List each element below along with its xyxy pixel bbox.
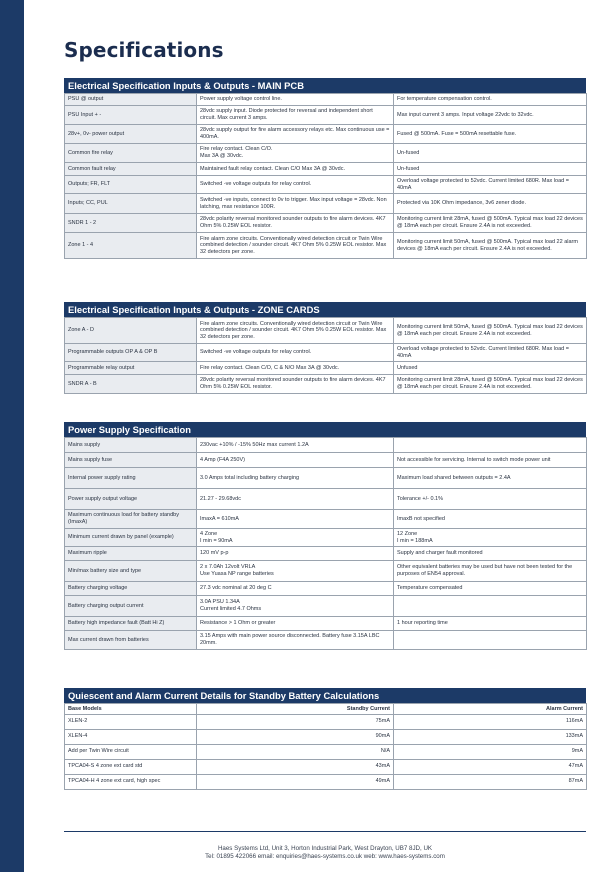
row-value: 90mA <box>197 729 394 744</box>
section-zone-cards <box>64 302 586 394</box>
row-label: Zone A - D <box>65 318 197 344</box>
row-value: 75mA <box>197 714 394 729</box>
row-value: Switched -ve voltage outputs for relay control. <box>197 176 394 194</box>
row-label: Common fire relay <box>65 144 197 163</box>
table-row <box>65 318 587 344</box>
table-row <box>65 375 587 394</box>
table-row <box>65 362 587 375</box>
row-note: Unfused <box>394 362 587 375</box>
row-value: 21.27 - 29.68vdc <box>197 489 394 510</box>
section-title: Power Supply Specification <box>64 422 586 437</box>
table-row <box>65 176 587 194</box>
table-row <box>65 510 587 529</box>
row-value: 2 x 7.0Ah 12volt VRLA Use Yuasa NP range batteries <box>197 561 394 582</box>
row-note: ImaxB not specified <box>394 510 587 529</box>
footer-address: Haes Systems Ltd, Unit 3, Horton Industrial Park, West Drayton, UB7 8JD, UK <box>217 845 433 852</box>
row-label: Maximum continuous load for battery standby (ImaxA) <box>65 510 197 529</box>
row-value: 28vdc supply output for fire alarm accessory relays etc. Max continuous use = 400mA. <box>197 125 394 144</box>
section-title: Electrical Specification Inputs & Outputs - MAIN PCB <box>64 78 586 93</box>
row-value: 49mA <box>197 774 394 789</box>
row-value: Maintained fault relay contact. Clean C/O Max 3A @ 30vdc. <box>197 163 394 176</box>
table-row <box>65 214 587 233</box>
row-label: TPCA04-S 4 zone ext card std <box>65 759 197 774</box>
table-row <box>65 144 587 163</box>
table-row <box>65 744 587 759</box>
row-value: Switched -ve inputs, connect to 0v to trigger. Max input voltage = 28vdc. Non latching, max resistance 100R. <box>197 194 394 214</box>
table-row <box>65 438 587 453</box>
row-label: Outputs; FR, FLT <box>65 176 197 194</box>
row-value: Fire alarm zone circuits. Conventionally wired detection circuit or Twin Wire combined detection / sounder circuit. 4K7 Ohm 5% 0.25W EOL resistor. Max 32 detectors per zone. <box>197 318 394 344</box>
footer-contact: Tel: 01895 422066 email: enquiries@haes-systems.co.uk web: www.haes-systems.com <box>205 853 445 860</box>
footer <box>64 845 586 861</box>
row-note: Temperature compensated <box>394 582 587 596</box>
row-note: Not accessible for servicing. Internal to switch mode power unit <box>394 453 587 468</box>
row-note: 12 Zone I min = 188mA <box>394 529 587 547</box>
row-label: Inputs; CC, PUL <box>65 194 197 214</box>
row-label: Mains supply fuse <box>65 453 197 468</box>
row-label: Zone 1 - 4 <box>65 233 197 259</box>
section-battery-calc <box>64 688 586 790</box>
row-note: 87mA <box>394 774 587 789</box>
row-note: 1 hour reporting time <box>394 617 587 631</box>
row-label: Programmable relay output <box>65 362 197 375</box>
row-label: Add per Twin Wire circuit <box>65 744 197 759</box>
row-label: Battery charging output current <box>65 596 197 617</box>
row-note: Tolerance +/- 0.1% <box>394 489 587 510</box>
row-value: Switched -ve voltage outputs for relay control. <box>197 344 394 362</box>
row-value: 3.0 Amps total including battery charging <box>197 468 394 489</box>
row-note: 47mA <box>394 759 587 774</box>
table-row <box>65 714 587 729</box>
row-value: Resistance > 1 Ohm or greater <box>197 617 394 631</box>
table-row <box>65 344 587 362</box>
table-header-row <box>65 704 587 715</box>
table-row <box>65 759 587 774</box>
row-value: 230vac +10% / -15% 50Hz max current 1.2A <box>197 438 394 453</box>
sidebar-band <box>0 0 24 872</box>
row-note: 116mA <box>394 714 587 729</box>
table-row <box>65 233 587 259</box>
row-label: PSU @ output <box>65 94 197 106</box>
row-note: Monitoring current limit 50mA, fused @ 500mA. Typical max load 22 devices @ 18mA each per circuit. Ensure 2.4A is not exceeded. <box>394 318 587 344</box>
row-value: Power supply voltage control line. <box>197 94 394 106</box>
row-value: 43mA <box>197 759 394 774</box>
row-note: Maximum load shared between outputs = 2.4A <box>394 468 587 489</box>
row-label: Programmable outputs OP A & OP B <box>65 344 197 362</box>
table-row <box>65 94 587 106</box>
table-row <box>65 468 587 489</box>
row-value: 27.3 vdc nominal at 20 deg C <box>197 582 394 596</box>
section-title: Electrical Specification Inputs & Outputs - ZONE CARDS <box>64 302 586 317</box>
row-note <box>394 596 587 617</box>
row-value: 3.15 Amps with main power source disconnected. Battery fuse 3.15A LBC 20mm. <box>197 631 394 650</box>
row-value: 3.0A PSU 1.34A Current limited 4.7 Ohms <box>197 596 394 617</box>
row-label: SNDR 1 - 2 <box>65 214 197 233</box>
table-row <box>65 194 587 214</box>
row-value: 28vdc polarity reversal monitored sounder outputs to fire alarm devices. 4K7 Ohm 5% 0.25W EOL resistor. <box>197 375 394 394</box>
table-row <box>65 561 587 582</box>
row-value: 4 Zone I min = 90mA <box>197 529 394 547</box>
battery-current-table <box>64 703 587 790</box>
row-label: Min/max battery size and type <box>65 561 197 582</box>
row-note: Un-fused <box>394 163 587 176</box>
row-note: Monitoring current limit 28mA, fused @ 500mA. Typical max load 22 devices @ 18mA each per circuit. Ensure 2.4A is not exceeded. <box>394 214 587 233</box>
row-value: Fire alarm zone circuits. Conventionally wired detection circuit or Twin Wire combined detection / sounder circuit. 4K7 Ohm 5% 0.25W EOL resistor. Max 32 detectors per zone. <box>197 233 394 259</box>
header-standby-current: Standby Current <box>197 704 394 715</box>
row-value: N/A <box>197 744 394 759</box>
row-note: 133mA <box>394 729 587 744</box>
table-row <box>65 631 587 650</box>
table-row <box>65 125 587 144</box>
table-row <box>65 582 587 596</box>
row-note <box>394 438 587 453</box>
section-title: Quiescent and Alarm Current Details for Standby Battery Calculations <box>64 688 586 703</box>
row-note: Protected via 10K Ohm impedance, 3v6 zener diode. <box>394 194 587 214</box>
table-row <box>65 617 587 631</box>
table-row <box>65 106 587 125</box>
row-label: Mains supply <box>65 438 197 453</box>
row-value: 120 mV p-p <box>197 547 394 561</box>
power-supply-table <box>64 437 587 650</box>
section-power-supply <box>64 422 586 650</box>
row-note: Overload voltage protected to 52vdc. Current limited 680R. Max load = 40mA <box>394 344 587 362</box>
zone-cards-table <box>64 317 587 394</box>
row-label: SNDR A - B <box>65 375 197 394</box>
main-pcb-table <box>64 93 587 259</box>
row-note: Supply and charger fault monitored <box>394 547 587 561</box>
row-note: Max input current 3 amps. Input voltage 22vdc to 32vdc. <box>394 106 587 125</box>
row-label: TPCA04-H 4 zone ext card, high spec <box>65 774 197 789</box>
row-note: Other equivalent batteries may be used but have not been tested for the purposes of EN54 approval. <box>394 561 587 582</box>
row-note: For temperature compensation control. <box>394 94 587 106</box>
table-row <box>65 547 587 561</box>
row-value: 28vdc polarity reversal monitored sounder outputs to fire alarm devices. 4K7 Ohm 5% 0.25W EOL resistor. <box>197 214 394 233</box>
section-main-pcb <box>64 78 586 259</box>
table-row <box>65 729 587 744</box>
table-row <box>65 453 587 468</box>
row-label: PSU Input + - <box>65 106 197 125</box>
row-label: XLEN-4 <box>65 729 197 744</box>
row-note: 9mA <box>394 744 587 759</box>
table-row <box>65 163 587 176</box>
row-label: 28v+, 0v- power output <box>65 125 197 144</box>
table-row <box>65 529 587 547</box>
row-value: 28vdc supply input. Diode protected for reversal and independent short circuit. Max current 3 amps. <box>197 106 394 125</box>
row-note: Un-fused <box>394 144 587 163</box>
page-title: Specifications <box>64 38 224 62</box>
row-label: Internal power supply rating <box>65 468 197 489</box>
header-alarm-current: Alarm Current <box>394 704 587 715</box>
row-label: XLEN-2 <box>65 714 197 729</box>
row-note <box>394 631 587 650</box>
row-value: ImaxA = 610mA <box>197 510 394 529</box>
row-label: Minimum current drawn by panel (example) <box>65 529 197 547</box>
row-note: Monitoring current limit 50mA, fused @ 500mA. Typical max load 22 alarm devices @ 18mA each per circuit. Ensure 2.4A is not exceeded. <box>394 233 587 259</box>
row-value: 4 Amp (F4A 250V) <box>197 453 394 468</box>
row-label: Battery charging voltage <box>65 582 197 596</box>
row-label: Max current drawn from batteries <box>65 631 197 650</box>
header-base-models: Base Models <box>65 704 197 715</box>
footer-divider <box>64 831 586 832</box>
row-note: Fused @ 500mA. Fuse = 500mA resettable fuse. <box>394 125 587 144</box>
row-value: Fire relay contact. Clean C/O, C & N/O Max 3A @ 30vdc. <box>197 362 394 375</box>
row-value: Fire relay contact. Clean C/O. Max 3A @ 30vdc. <box>197 144 394 163</box>
table-row <box>65 774 587 789</box>
table-row <box>65 596 587 617</box>
row-note: Monitoring current limit 28mA, fused @ 500mA. Typical max load 22 devices @ 18mA each per circuit. Ensure 2.4A is not exceeded. <box>394 375 587 394</box>
row-label: Common fault relay <box>65 163 197 176</box>
row-label: Battery high impedance fault (Batt Hi Z) <box>65 617 197 631</box>
row-label: Power supply output voltage <box>65 489 197 510</box>
row-note: Overload voltage protected to 52vdc. Current limited 680R. Max load = 40mA <box>394 176 587 194</box>
row-label: Maximum ripple <box>65 547 197 561</box>
table-row <box>65 489 587 510</box>
